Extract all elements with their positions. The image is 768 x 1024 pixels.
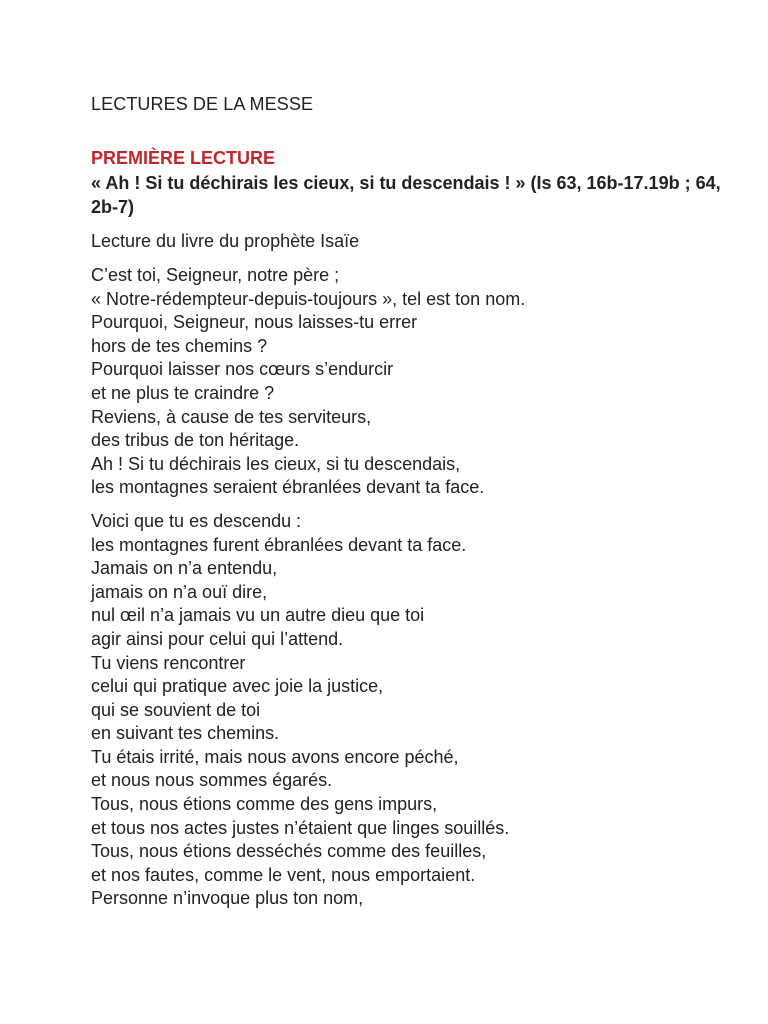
verse-line: les montagnes furent ébranlées devant ta face. <box>91 534 467 555</box>
verse-line: C’est toi, Seigneur, notre père ; <box>91 265 340 285</box>
verse-line: Ah ! Si tu déchirais les cieux, si tu descendais, <box>91 453 461 474</box>
verse-line: celui qui pratique avec joie la justice, <box>91 676 384 697</box>
verse-line: Pourquoi laisser nos cœurs s’endurcir <box>91 359 394 380</box>
stanza <box>91 510 731 911</box>
document-heading: LECTURES DE LA MESSE <box>91 94 314 114</box>
verse-line: Tu viens rencontrer <box>91 652 246 673</box>
verse-line: et nous nous sommes égarés. <box>91 770 333 791</box>
verse-line: Tu étais irrité, mais nous avons encore péché, <box>91 746 459 767</box>
verse-line: jamais on n’a ouï dire, <box>91 581 268 602</box>
verse-line: des tribus de ton héritage. <box>91 430 300 451</box>
verse-line: Reviens, à cause de tes serviteurs, <box>91 406 372 427</box>
verse-line: Pourquoi, Seigneur, nous laisses-tu errer <box>91 312 418 333</box>
stanza <box>91 264 731 500</box>
verse-line: et tous nos actes justes n’étaient que linges souillés. <box>91 817 510 838</box>
reading-text <box>91 264 731 911</box>
verse-line: et ne plus te craindre ? <box>91 382 275 403</box>
verse-line: hors de tes chemins ? <box>91 335 268 356</box>
verse-line: qui se souvient de toi <box>91 699 261 720</box>
verse-line: nul œil n’a jamais vu un autre dieu que toi <box>91 605 425 626</box>
verse-line: Tous, nous étions comme des gens impurs, <box>91 794 438 815</box>
verse-line: agir ainsi pour celui qui l’attend. <box>91 628 344 649</box>
verse-line: Personne n’invoque plus ton nom, <box>91 888 364 909</box>
verse-line: Tous, nous étions desséchés comme des feuilles, <box>91 841 487 862</box>
document-page <box>91 93 731 921</box>
reading-title: « Ah ! Si tu déchirais les cieux, si tu descendais ! » (Is 63, 16b-17.19b ; 64, 2b-7) <box>91 173 721 217</box>
reading-source: Lecture du livre du prophète Isaïe <box>91 231 360 251</box>
verse-line: Voici que tu es descendu : <box>91 510 302 531</box>
verse-line: Jamais on n’a entendu, <box>91 558 278 579</box>
verse-line: et nos fautes, comme le vent, nous emportaient. <box>91 864 476 885</box>
verse-line: les montagnes seraient ébranlées devant ta face. <box>91 477 485 498</box>
verse-line: « Notre-rédempteur-depuis-toujours », tel est ton nom. <box>91 288 526 309</box>
verse-line: en suivant tes chemins. <box>91 723 280 744</box>
section-label: PREMIÈRE LECTURE <box>91 148 276 168</box>
